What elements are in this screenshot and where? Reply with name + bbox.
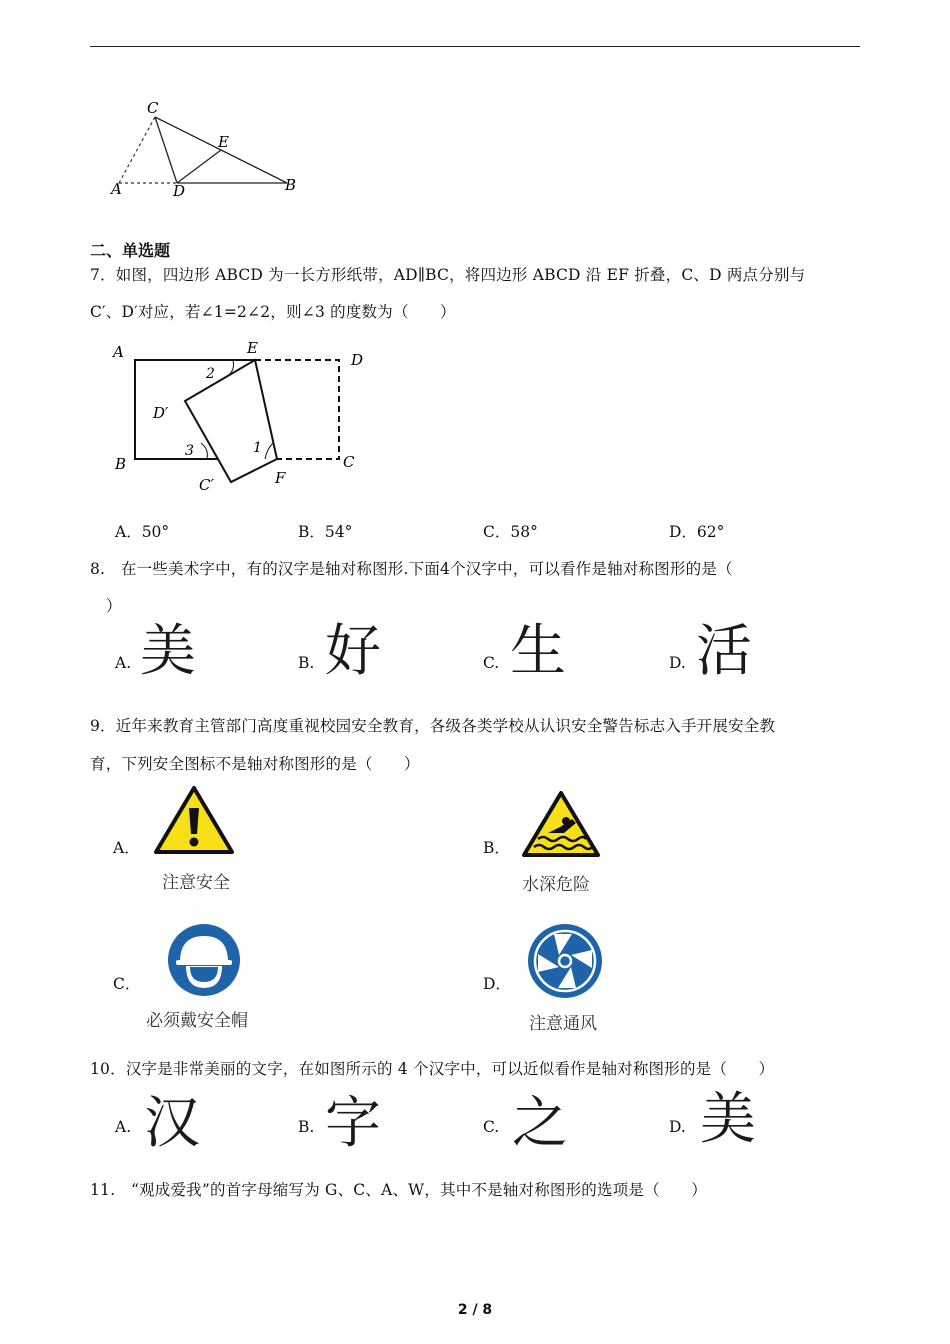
q8-option-d-letter: D. (669, 654, 686, 672)
q8-option-c-letter: C. (483, 654, 500, 672)
q10-option-d-char: 美 (700, 1087, 756, 1152)
q9-option-b-caption: 水深危险 (522, 875, 590, 895)
fig7-label-dprime: D′ (153, 404, 169, 422)
fig7-angle-1: 1 (253, 440, 262, 456)
q10-option-a-letter: A. (115, 1118, 132, 1136)
q9-option-a-caption: 注意安全 (162, 873, 230, 893)
triangle-figure (105, 95, 315, 205)
q8-option-b-letter: B. (298, 654, 315, 672)
header-rule (90, 46, 860, 47)
q9-option-d-caption: 注意通风 (529, 1014, 597, 1034)
angle-1-arc (265, 443, 273, 459)
page-number: 2 / 8 (457, 1302, 493, 1318)
q7-option-b: B．54° (298, 523, 353, 541)
folded-quad (185, 360, 277, 482)
fig7-label-e: E (247, 339, 258, 357)
fig7-label-b: B (115, 455, 127, 473)
angle-3-arc (201, 443, 207, 459)
q11-line1: 11. “观成爱我”的首字母缩写为 G、C、A、W，其中不是轴对称图形的选项是（ ） (90, 1181, 707, 1199)
label-a: A (111, 180, 122, 198)
q9-option-a-letter: A． (113, 839, 140, 857)
q9-line2: 育，下列安全图标不是轴对称图形的是（ ） (90, 755, 420, 773)
q10-option-c-letter: C. (483, 1118, 500, 1136)
warning-exclamation-icon (152, 784, 236, 856)
q9-option-c-caption: 必须戴安全帽 (146, 1011, 248, 1031)
q9-line1: 9．近年来教育主管部门高度重视校园安全教育，各级各类学校从认识安全警告标志入手开展安全教 (90, 717, 776, 735)
q10-option-a-char: 汉 (144, 1091, 200, 1156)
fig7-label-f: F (275, 469, 286, 487)
label-b: B (285, 176, 297, 194)
q10-option-b-char: 字 (325, 1091, 381, 1156)
fig7-label-c: C (343, 453, 355, 471)
segment-ac-dashed (119, 117, 155, 183)
q8-line1: 8. 在一些美术字中，有的汉字是轴对称图形.下面4个汉字中，可以看作是轴对称图形的是（ (90, 560, 733, 578)
q9-option-d-letter: D． (483, 975, 511, 993)
q7-fold-figure (105, 335, 375, 495)
q9-option-b-letter: B． (483, 839, 510, 857)
q7-option-d: D．62° (669, 523, 725, 541)
rect-right-dashed (255, 360, 339, 459)
ventilation-fan-icon (526, 922, 604, 1000)
section-title: 二、单选题 (90, 241, 171, 260)
safety-helmet-icon (166, 922, 242, 998)
q10-option-b-letter: B. (298, 1118, 315, 1136)
segment-de (177, 150, 221, 183)
q8-option-a-char: 美 (140, 619, 196, 684)
q7-line1: 7．如图，四边形 ABCD 为一长方形纸带，AD∥BC，将四边形 ABCD 沿 EF 折叠，C、D 两点分别与 (90, 266, 806, 284)
fig7-angle-2: 2 (206, 366, 215, 382)
q8-option-d-char: 活 (696, 619, 752, 684)
q7-option-c: C．58° (483, 523, 538, 541)
label-c: C (147, 99, 159, 117)
q7-line2: C′、D′对应，若∠1=2∠2，则∠3 的度数为（ ） (90, 303, 456, 321)
q7-option-a: A．50° (115, 523, 170, 541)
deep-water-warning-icon (520, 789, 602, 859)
fig7-angle-3: 3 (185, 443, 194, 459)
label-e: E (218, 133, 229, 151)
fig7-label-a: A (113, 343, 124, 361)
q9-option-c-letter: C． (113, 975, 141, 993)
q8-option-b-char: 好 (325, 619, 381, 684)
q8-line2: ） (106, 597, 122, 615)
q10-line1: 10．汉字是非常美丽的文字，在如图所示的 4 个汉字中，可以近似看作是轴对称图形的是（ ） (90, 1060, 775, 1078)
label-d: D (173, 182, 186, 200)
q8-option-a-letter: A. (115, 654, 132, 672)
q8-option-c-char: 生 (510, 619, 566, 684)
q10-option-c-char: 之 (512, 1091, 568, 1156)
fig7-label-cprime: C′ (199, 476, 214, 494)
q10-option-d-letter: D. (669, 1118, 686, 1136)
fig7-label-d: D (351, 351, 364, 369)
